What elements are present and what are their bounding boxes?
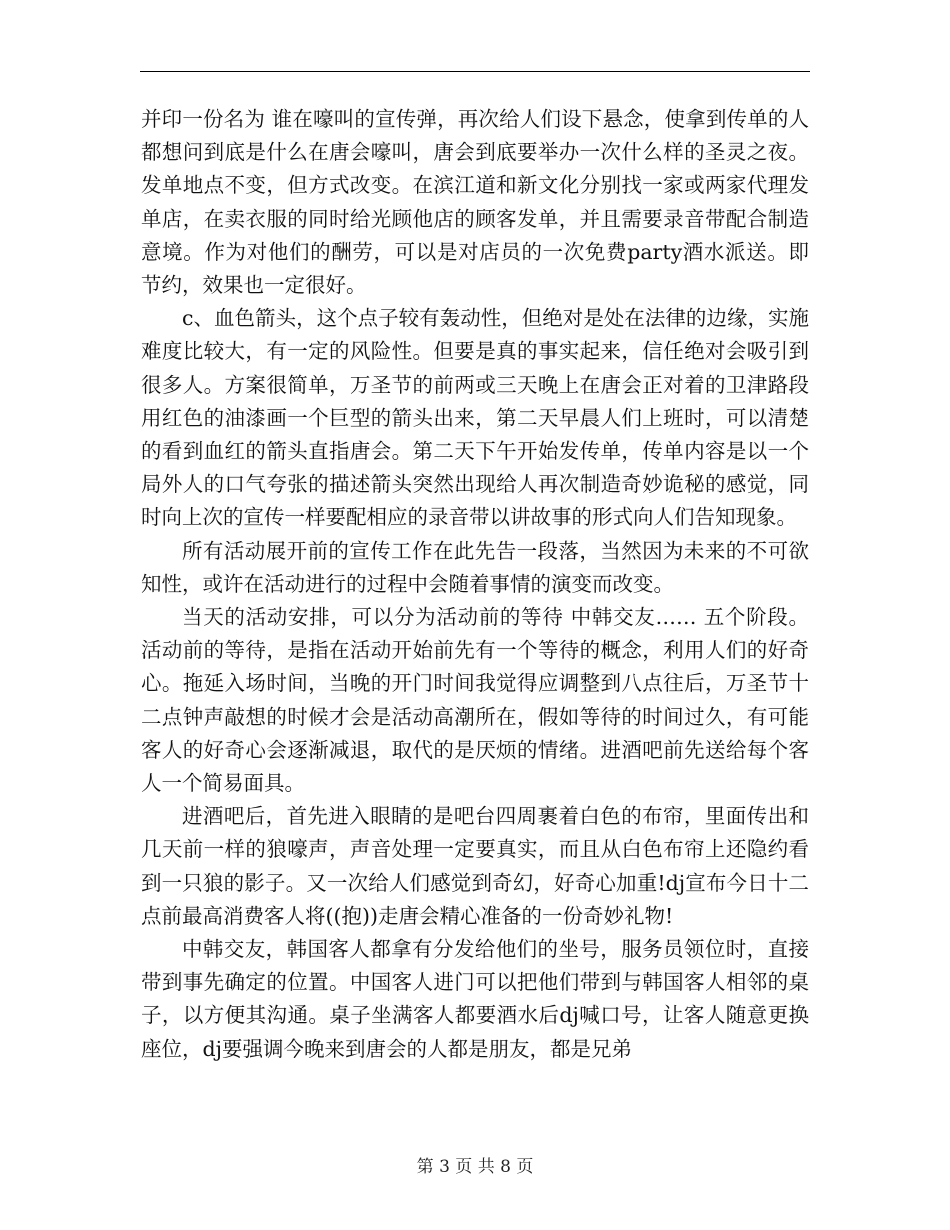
header-rule — [140, 71, 810, 72]
document-body — [141, 103, 809, 1066]
paragraph-4: 当天的活动安排，可以分为活动前的等待 中韩交友…… 五个阶段。活动前的等待，是指在活动开始前先有一个等待的概念，利用人们的好奇心。拖延入场时间，当晚的开门时间我觉得应调整到八点往后，万圣节十二点钟声敲想的时候才会是活动高潮所在，假如等待的时间过久，有可能客人的好奇心会逐渐减退，取代的是厌烦的情绪。进酒吧前先送给每个客人一个简易面具。 — [141, 605, 809, 796]
paragraph-2: c、血色箭头，这个点子较有轰动性，但绝对是处在法律的边缘，实施难度比较大，有一定的风险性。但要是真的事实起来，信任绝对会吸引到很多人。方案很简单，万圣节的前两或三天晚上在唐会正对着的卫津路段用红色的油漆画一个巨型的箭头出来，第二天早晨人们上班时，可以清楚的看到血红的箭头直指唐会。第二天下午开始发传单，传单内容是以一个局外人的口气夸张的描述箭头突然出现给人再次制造奇妙诡秘的感觉，同时向上次的宣传一样要配相应的录音带以讲故事的形式向人们告知现象。 — [141, 306, 809, 530]
paragraph-5: 进酒吧后，首先进入眼睛的是吧台四周裹着白色的布帘，里面传出和几天前一样的狼嚎声，声音处理一定要真实，而且从白色布帘上还隐约看到一只狼的影子。又一次给人们感觉到奇幻，好奇心加重!dj宣布今日十二点前最高消费客人将((抱))走唐会精心准备的一份奇妙礼物! — [141, 804, 809, 928]
paragraph-6: 中韩交友，韩国客人都拿有分发给他们的坐号，服务员领位时，直接带到事先确定的位置。中国客人进门可以把他们带到与韩国客人相邻的桌子，以方便其沟通。桌子坐满客人都要酒水后dj喊口号，让客人随意更换座位，dj要强调今晚来到唐会的人都是朋友，都是兄弟 — [141, 937, 809, 1061]
paragraph-1: 并印一份名为 谁在嚎叫的宣传弹，再次给人们设下悬念，使拿到传单的人都想问到底是什么在唐会嚎叫，唐会到底要举办一次什么样的圣灵之夜。发单地点不变，但方式改变。在滨江道和新文化分别找一家或两家代理发单店，在卖衣服的同时给光顾他店的顾客发单，并且需要录音带配合制造意境。作为对他们的酬劳，可以是对店员的一次免费party酒水派送。即节约，效果也一定很好。 — [141, 107, 809, 298]
paragraph-3: 所有活动展开前的宣传工作在此先告一段落，当然因为未来的不可欲知性，或许在活动进行的过程中会随着事情的演变而改变。 — [141, 538, 809, 596]
page-number-footer: 第 3 页 共 8 页 — [416, 1157, 534, 1177]
